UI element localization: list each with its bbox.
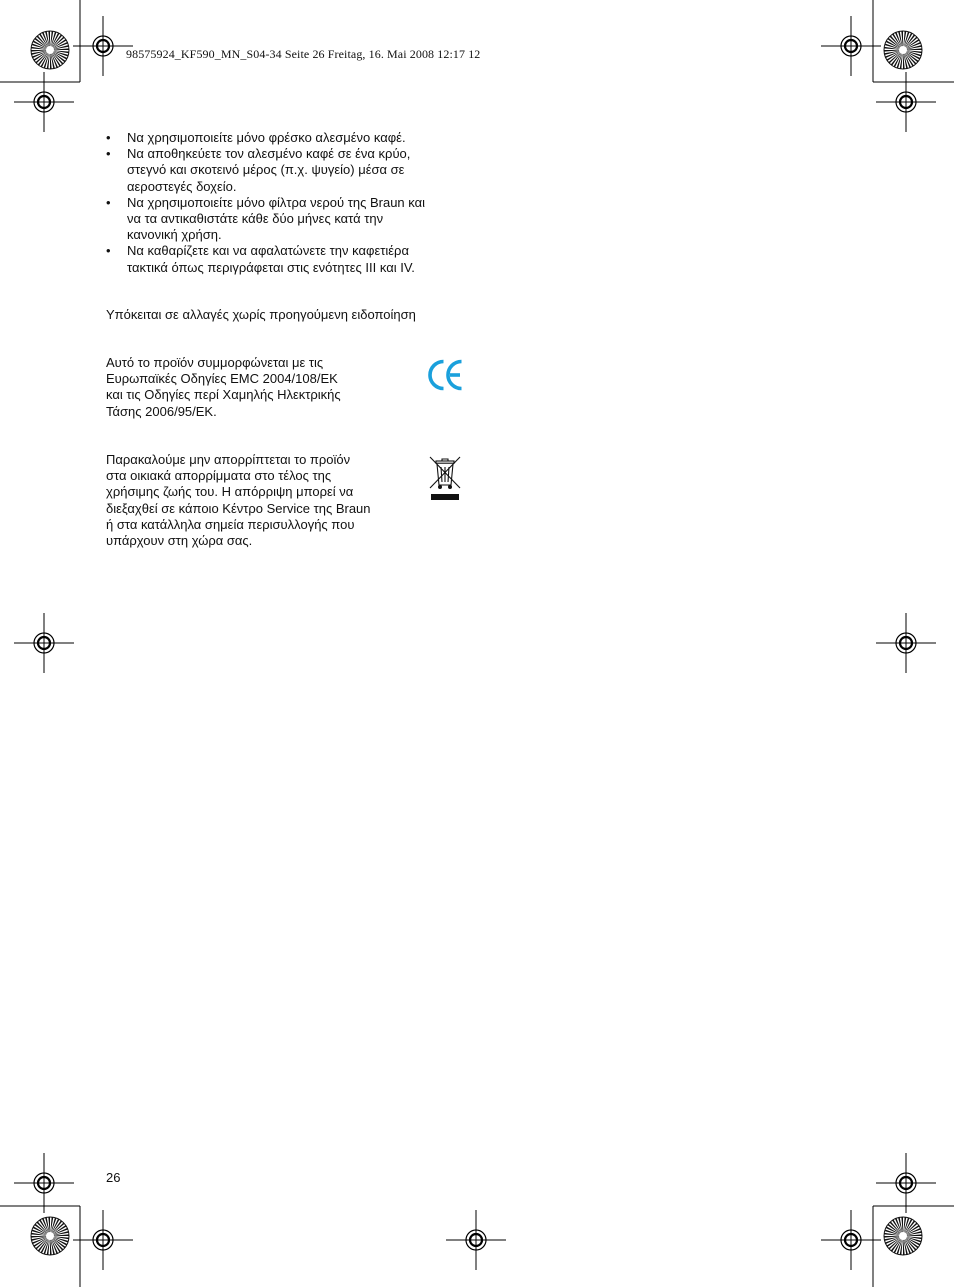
- crossed-out-bin-icon: [428, 454, 462, 502]
- list-item: • Να αποθηκεύετε τον αλεσμένο καφέ σε ένα κρύο, στεγνό και σκοτεινό μέρος (π.χ. ψυγείο) μέσα σε αεροστεγές δοχείο.: [106, 146, 466, 195]
- change-notice: Υπόκειται σε αλλαγές χωρίς προηγούμενη ειδοποίηση: [106, 307, 416, 322]
- registration-mark-icon: [876, 613, 936, 673]
- registration-mark-icon: [14, 613, 74, 673]
- tips-list: [106, 130, 466, 276]
- list-item: • Να χρησιμοποιείτε μόνο φίλτρα νερού της Braun και να τα αντικαθιστάτε κάθε δύο μήνες κατά την κανονική χρήση.: [106, 195, 466, 244]
- registration-mark-icon: [821, 16, 881, 76]
- registration-mark-icon: [73, 1210, 133, 1270]
- disposal-statement: Παρακαλούμε μην απορρίπτεται το προϊόν στα οικιακά απορρίμματα στο τέλος της χρήσιμης ζωής του. Η απόρριψη μπορεί να διεξαχθεί σε κάποιο Κέντρο Service της Braun ή στα κατάλληλα σημεία περισυλλογής που υπάρχουν στη χώρα σας.: [106, 452, 371, 549]
- list-item: • Να χρησιμοποιείτε μόνο φρέσκο αλεσμένο καφέ.: [106, 130, 466, 146]
- registration-mark-icon: [446, 1210, 506, 1270]
- color-bar-starburst-icon: [884, 31, 922, 69]
- registration-mark-icon: [821, 1210, 881, 1270]
- compliance-statement: Αυτό το προϊόν συμμορφώνεται με τις Ευρωπαϊκές Οδηγίες EMC 2004/108/EK και τις Οδηγίες περί Χαμηλής Ηλεκτρικής Τάσης 2006/95/EK.: [106, 355, 341, 419]
- color-bar-starburst-icon: [884, 1217, 922, 1255]
- registration-mark-icon: [876, 72, 936, 132]
- color-bar-starburst-icon: [31, 1217, 69, 1255]
- registration-mark-icon: [14, 1153, 74, 1213]
- page-number: 26: [106, 1170, 121, 1185]
- registration-mark-icon: [73, 16, 133, 76]
- registration-mark-icon: [14, 72, 74, 132]
- registration-mark-icon: [876, 1153, 936, 1213]
- header-slug: 98575924_KF590_MN_S04-34 Seite 26 Freitag, 16. Mai 2008 12:17 12: [126, 47, 481, 61]
- color-bar-starburst-icon: [31, 31, 69, 69]
- ce-mark-icon: [428, 358, 464, 392]
- list-item: • Να καθαρίζετε και να αφαλατώνετε την καφετιέρα τακτικά όπως περιγράφεται στις ενότητες III και IV.: [106, 243, 466, 275]
